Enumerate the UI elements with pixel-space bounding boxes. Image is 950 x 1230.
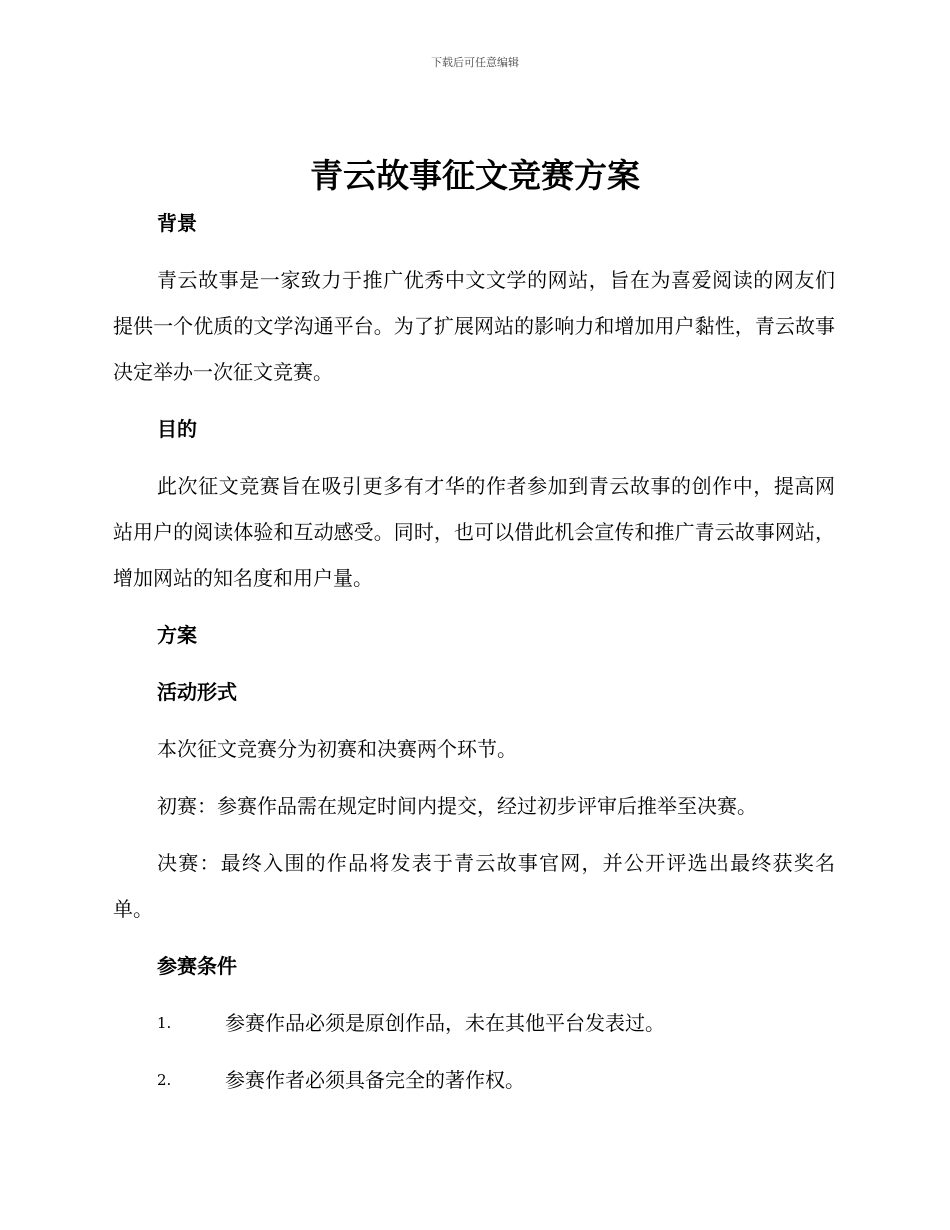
document-body xyxy=(113,200,835,1114)
format-paragraph: 本次征文竞赛分为初赛和决赛两个环节。 xyxy=(157,737,517,761)
list-item xyxy=(113,1057,835,1103)
format-heading: 活动形式 xyxy=(157,680,237,704)
final-paragraph: 决赛：最终入围的作品将发表于青云故事官网，并公开评选出最终获奖名单。 xyxy=(113,851,835,921)
background-paragraph: 青云故事是一家致力于推广优秀中文文学的网站，旨在为喜爱阅读的网友们提供一个优质的文学沟通平台。为了扩展网站的影响力和增加用户黏性，青云故事决定举办一次征文竞赛。 xyxy=(113,268,835,384)
prelim-paragraph: 初赛：参赛作品需在规定时间内提交，经过初步评审后推举至决赛。 xyxy=(157,794,757,818)
list-text: 参赛作品必须是原创作品，未在其他平台发表过。 xyxy=(225,1011,665,1035)
purpose-paragraph: 此次征文竞赛旨在吸引更多有才华的作者参加到青云故事的创作中，提高网站用户的阅读体验和互动感受。同时，也可以借此机会宣传和推广青云故事网站，增加网站的知名度和用户量。 xyxy=(113,474,835,590)
list-number: 2. xyxy=(157,1071,172,1089)
list-item xyxy=(113,1000,835,1046)
conditions-heading: 参赛条件 xyxy=(157,954,237,978)
header-note: 下载后可任意编辑 xyxy=(431,56,519,69)
document-title: 青云故事征文竞赛方案 xyxy=(310,156,640,195)
list-number: 1. xyxy=(157,1014,172,1032)
list-text: 参赛作者必须具备完全的著作权。 xyxy=(225,1068,525,1092)
background-heading: 背景 xyxy=(157,211,197,235)
plan-heading: 方案 xyxy=(157,623,197,647)
purpose-heading: 目的 xyxy=(157,417,197,441)
